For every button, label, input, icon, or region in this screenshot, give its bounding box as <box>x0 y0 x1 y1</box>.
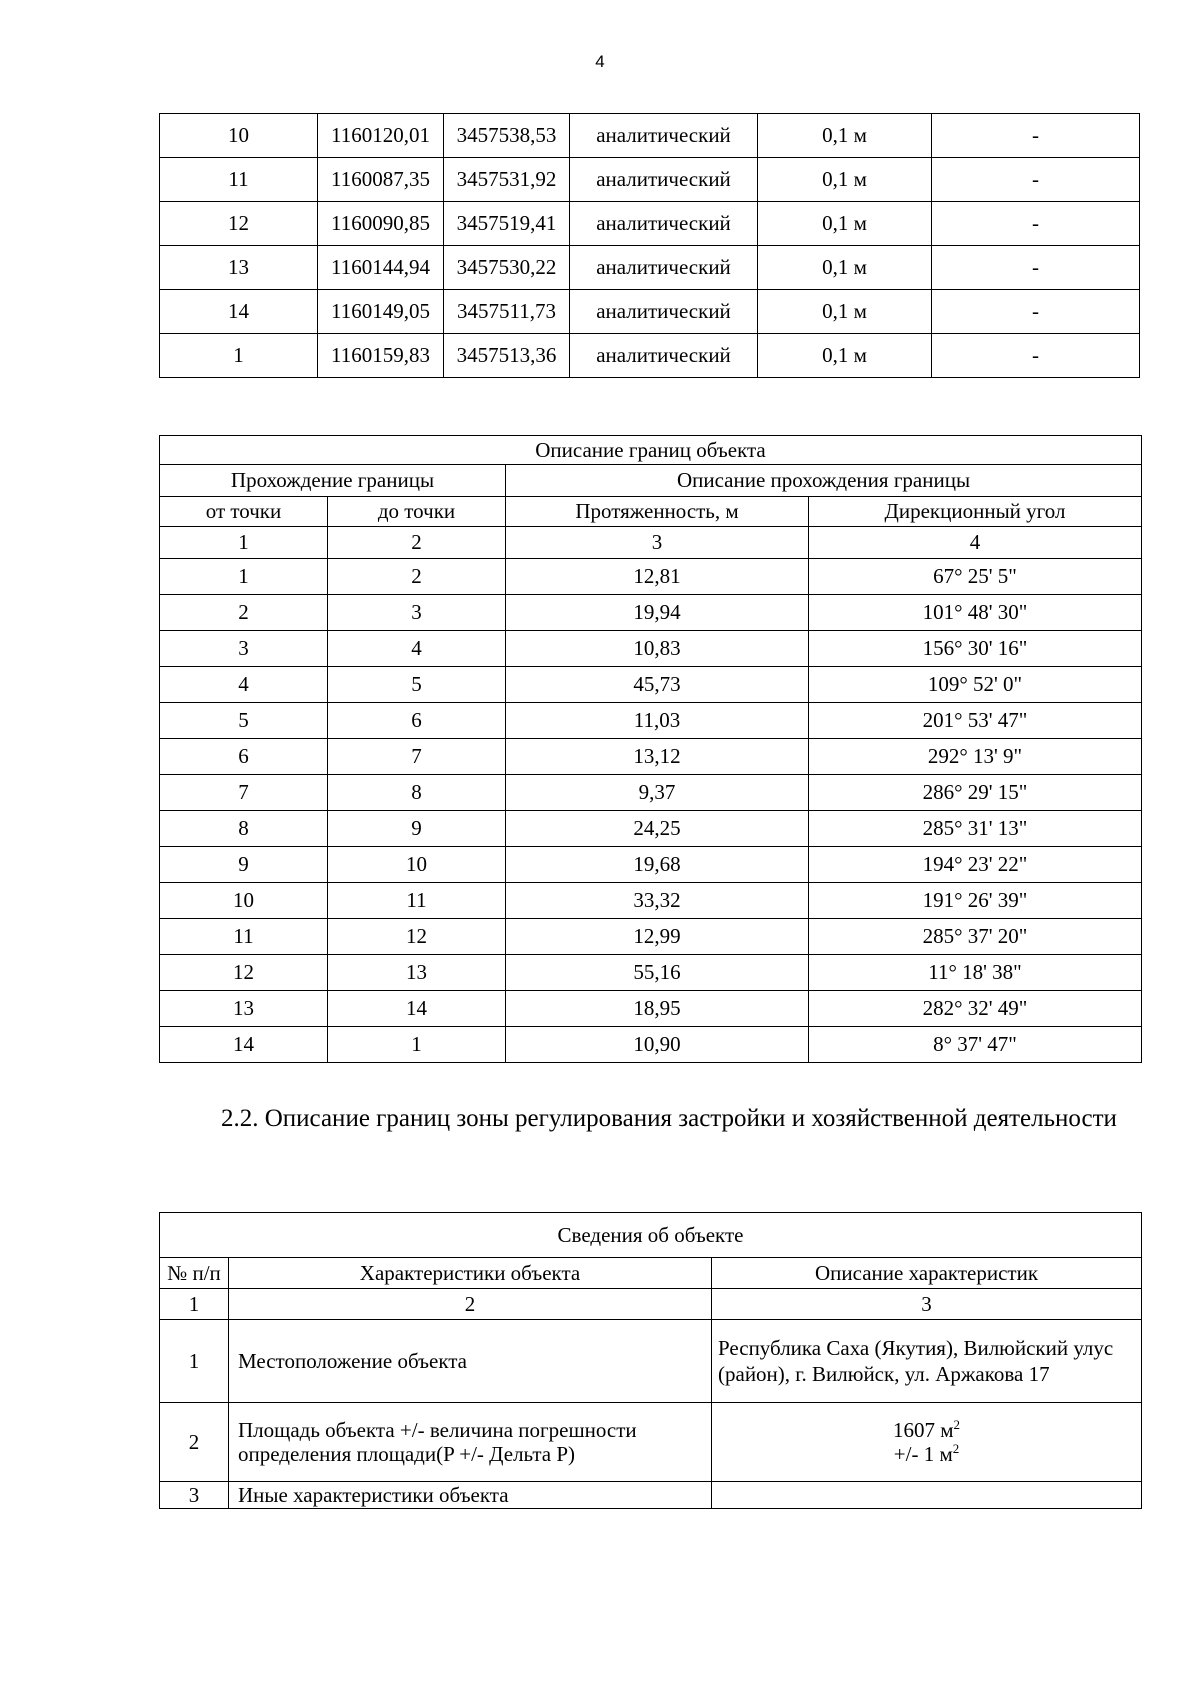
length-cell: 19,68 <box>506 847 809 883</box>
length-cell: 33,32 <box>506 883 809 919</box>
point-cell: 12 <box>160 202 318 246</box>
column-number: 1 <box>160 527 328 559</box>
point-cell: 13 <box>160 246 318 290</box>
length-cell: 11,03 <box>506 703 809 739</box>
column-header-characteristics: Характеристики объекта <box>229 1258 712 1289</box>
table-row <box>160 114 1140 158</box>
column-header-from: от точки <box>160 497 328 527</box>
accuracy-cell: 0,1 м <box>758 334 932 378</box>
length-cell: 9,37 <box>506 775 809 811</box>
table-header-row <box>160 1258 1142 1289</box>
accuracy-cell: 0,1 м <box>758 202 932 246</box>
table-row <box>160 955 1142 991</box>
to-point-cell: 9 <box>328 811 506 847</box>
accuracy-cell: 0,1 м <box>758 114 932 158</box>
y-coordinate-cell: 3457519,41 <box>444 202 570 246</box>
to-point-cell: 6 <box>328 703 506 739</box>
row-number-cell: 2 <box>160 1403 229 1482</box>
length-cell: 18,95 <box>506 991 809 1027</box>
angle-cell: 11° 18' 38" <box>809 955 1142 991</box>
length-cell: 12,99 <box>506 919 809 955</box>
table-title-row <box>160 436 1142 465</box>
table-row <box>160 919 1142 955</box>
column-number: 3 <box>506 527 809 559</box>
area-value-text: 1607 м <box>892 1417 954 1442</box>
method-cell: аналитический <box>570 290 758 334</box>
length-cell: 13,12 <box>506 739 809 775</box>
note-cell: - <box>932 202 1140 246</box>
area-value-cell <box>712 1403 1142 1482</box>
table-row <box>160 595 1142 631</box>
to-point-cell: 3 <box>328 595 506 631</box>
table-row <box>160 991 1142 1027</box>
to-point-cell: 12 <box>328 919 506 955</box>
characteristic-name-cell: Иные характеристики объекта <box>229 1482 712 1509</box>
method-cell: аналитический <box>570 202 758 246</box>
to-point-cell: 14 <box>328 991 506 1027</box>
column-number: 1 <box>160 1289 229 1320</box>
from-point-cell: 2 <box>160 595 328 631</box>
from-point-cell: 14 <box>160 1027 328 1063</box>
from-point-cell: 6 <box>160 739 328 775</box>
from-point-cell: 3 <box>160 631 328 667</box>
group-header-passage: Прохождение границы <box>160 465 506 497</box>
x-coordinate-cell: 1160090,85 <box>318 202 444 246</box>
to-point-cell: 10 <box>328 847 506 883</box>
table-row <box>160 667 1142 703</box>
table-row <box>160 290 1140 334</box>
accuracy-cell: 0,1 м <box>758 290 932 334</box>
table-row <box>160 202 1140 246</box>
length-cell: 19,94 <box>506 595 809 631</box>
angle-cell: 156° 30' 16" <box>809 631 1142 667</box>
area-unit-exponent: 2 <box>953 1416 961 1432</box>
column-number-row <box>160 527 1142 559</box>
column-number: 2 <box>328 527 506 559</box>
location-value-cell: Республика Саха (Якутия), Вилюйский улус (район), г. Вилюйск, ул. Аржакова 17 <box>712 1320 1142 1403</box>
note-cell: - <box>932 158 1140 202</box>
from-point-cell: 11 <box>160 919 328 955</box>
angle-cell: 67° 25' 5" <box>809 559 1142 595</box>
page-number: 4 <box>595 52 605 71</box>
characteristic-name-cell: Площадь объекта +/- величина погрешности определения площади(P +/- Дельта P) <box>229 1403 712 1482</box>
area-error-value <box>716 1442 1137 1466</box>
accuracy-cell: 0,1 м <box>758 246 932 290</box>
angle-cell: 191° 26' 39" <box>809 883 1142 919</box>
from-point-cell: 12 <box>160 955 328 991</box>
to-point-cell: 2 <box>328 559 506 595</box>
column-number: 2 <box>229 1289 712 1320</box>
to-point-cell: 11 <box>328 883 506 919</box>
area-value <box>716 1418 1137 1442</box>
to-point-cell: 8 <box>328 775 506 811</box>
table-row <box>160 246 1140 290</box>
to-point-cell: 7 <box>328 739 506 775</box>
note-cell: - <box>932 114 1140 158</box>
table-row <box>160 631 1142 667</box>
coordinates-table <box>159 113 1140 378</box>
method-cell: аналитический <box>570 246 758 290</box>
x-coordinate-cell: 1160087,35 <box>318 158 444 202</box>
table-row <box>160 1403 1142 1482</box>
accuracy-cell: 0,1 м <box>758 158 932 202</box>
length-cell: 10,83 <box>506 631 809 667</box>
column-header-num: № п/п <box>160 1258 229 1289</box>
group-header-description: Описание прохождения границы <box>506 465 1142 497</box>
to-point-cell: 5 <box>328 667 506 703</box>
angle-cell: 101° 48' 30" <box>809 595 1142 631</box>
point-cell: 11 <box>160 158 318 202</box>
characteristic-name-cell: Местоположение объекта <box>229 1320 712 1403</box>
from-point-cell: 5 <box>160 703 328 739</box>
row-number-cell: 1 <box>160 1320 229 1403</box>
table-row <box>160 847 1142 883</box>
x-coordinate-cell: 1160144,94 <box>318 246 444 290</box>
table-row <box>160 775 1142 811</box>
from-point-cell: 8 <box>160 811 328 847</box>
object-info-table <box>159 1212 1142 1509</box>
other-value-cell <box>712 1482 1142 1509</box>
table-row <box>160 1027 1142 1063</box>
method-cell: аналитический <box>570 334 758 378</box>
point-cell: 14 <box>160 290 318 334</box>
column-header-description: Описание характеристик <box>712 1258 1142 1289</box>
table-row <box>160 739 1142 775</box>
point-cell: 10 <box>160 114 318 158</box>
table-title-row <box>160 1213 1142 1258</box>
table-row <box>160 1320 1142 1403</box>
to-point-cell: 13 <box>328 955 506 991</box>
column-number: 4 <box>809 527 1142 559</box>
angle-cell: 109° 52' 0" <box>809 667 1142 703</box>
length-cell: 24,25 <box>506 811 809 847</box>
from-point-cell: 7 <box>160 775 328 811</box>
y-coordinate-cell: 3457531,92 <box>444 158 570 202</box>
angle-cell: 292° 13' 9" <box>809 739 1142 775</box>
section-heading: 2.2. Описание границ зоны регулирования застройки и хозяйственной деятельности <box>221 1105 1117 1132</box>
angle-cell: 282° 32' 49" <box>809 991 1142 1027</box>
column-number-row <box>160 1289 1142 1320</box>
table-row <box>160 334 1140 378</box>
to-point-cell: 1 <box>328 1027 506 1063</box>
column-header-length: Протяженность, м <box>506 497 809 527</box>
point-cell: 1 <box>160 334 318 378</box>
y-coordinate-cell: 3457538,53 <box>444 114 570 158</box>
boundary-description-table <box>159 435 1142 1063</box>
length-cell: 55,16 <box>506 955 809 991</box>
angle-cell: 201° 53' 47" <box>809 703 1142 739</box>
angle-cell: 286° 29' 15" <box>809 775 1142 811</box>
table-row <box>160 1482 1142 1509</box>
table-title: Описание границ объекта <box>160 436 1142 465</box>
note-cell: - <box>932 246 1140 290</box>
from-point-cell: 4 <box>160 667 328 703</box>
angle-cell: 285° 31' 13" <box>809 811 1142 847</box>
column-header-to: до точки <box>328 497 506 527</box>
from-point-cell: 1 <box>160 559 328 595</box>
x-coordinate-cell: 1160149,05 <box>318 290 444 334</box>
table-row <box>160 703 1142 739</box>
table-row <box>160 559 1142 595</box>
column-header-angle: Дирекционный угол <box>809 497 1142 527</box>
from-point-cell: 9 <box>160 847 328 883</box>
y-coordinate-cell: 3457530,22 <box>444 246 570 290</box>
row-number-cell: 3 <box>160 1482 229 1509</box>
length-cell: 12,81 <box>506 559 809 595</box>
table-header-row <box>160 497 1142 527</box>
from-point-cell: 13 <box>160 991 328 1027</box>
table-row <box>160 158 1140 202</box>
table-row <box>160 811 1142 847</box>
length-cell: 10,90 <box>506 1027 809 1063</box>
note-cell: - <box>932 334 1140 378</box>
angle-cell: 194° 23' 22" <box>809 847 1142 883</box>
error-unit-exponent: 2 <box>952 1441 960 1456</box>
table-row <box>160 883 1142 919</box>
note-cell: - <box>932 290 1140 334</box>
angle-cell: 8° 37' 47" <box>809 1027 1142 1063</box>
table-title: Сведения об объекте <box>160 1213 1142 1258</box>
table-header-row <box>160 465 1142 497</box>
y-coordinate-cell: 3457511,73 <box>444 290 570 334</box>
column-number: 3 <box>712 1289 1142 1320</box>
angle-cell: 285° 37' 20" <box>809 919 1142 955</box>
y-coordinate-cell: 3457513,36 <box>444 334 570 378</box>
x-coordinate-cell: 1160159,83 <box>318 334 444 378</box>
area-error-text: +/- 1 м <box>893 1442 953 1466</box>
method-cell: аналитический <box>570 114 758 158</box>
x-coordinate-cell: 1160120,01 <box>318 114 444 158</box>
from-point-cell: 10 <box>160 883 328 919</box>
to-point-cell: 4 <box>328 631 506 667</box>
length-cell: 45,73 <box>506 667 809 703</box>
method-cell: аналитический <box>570 158 758 202</box>
